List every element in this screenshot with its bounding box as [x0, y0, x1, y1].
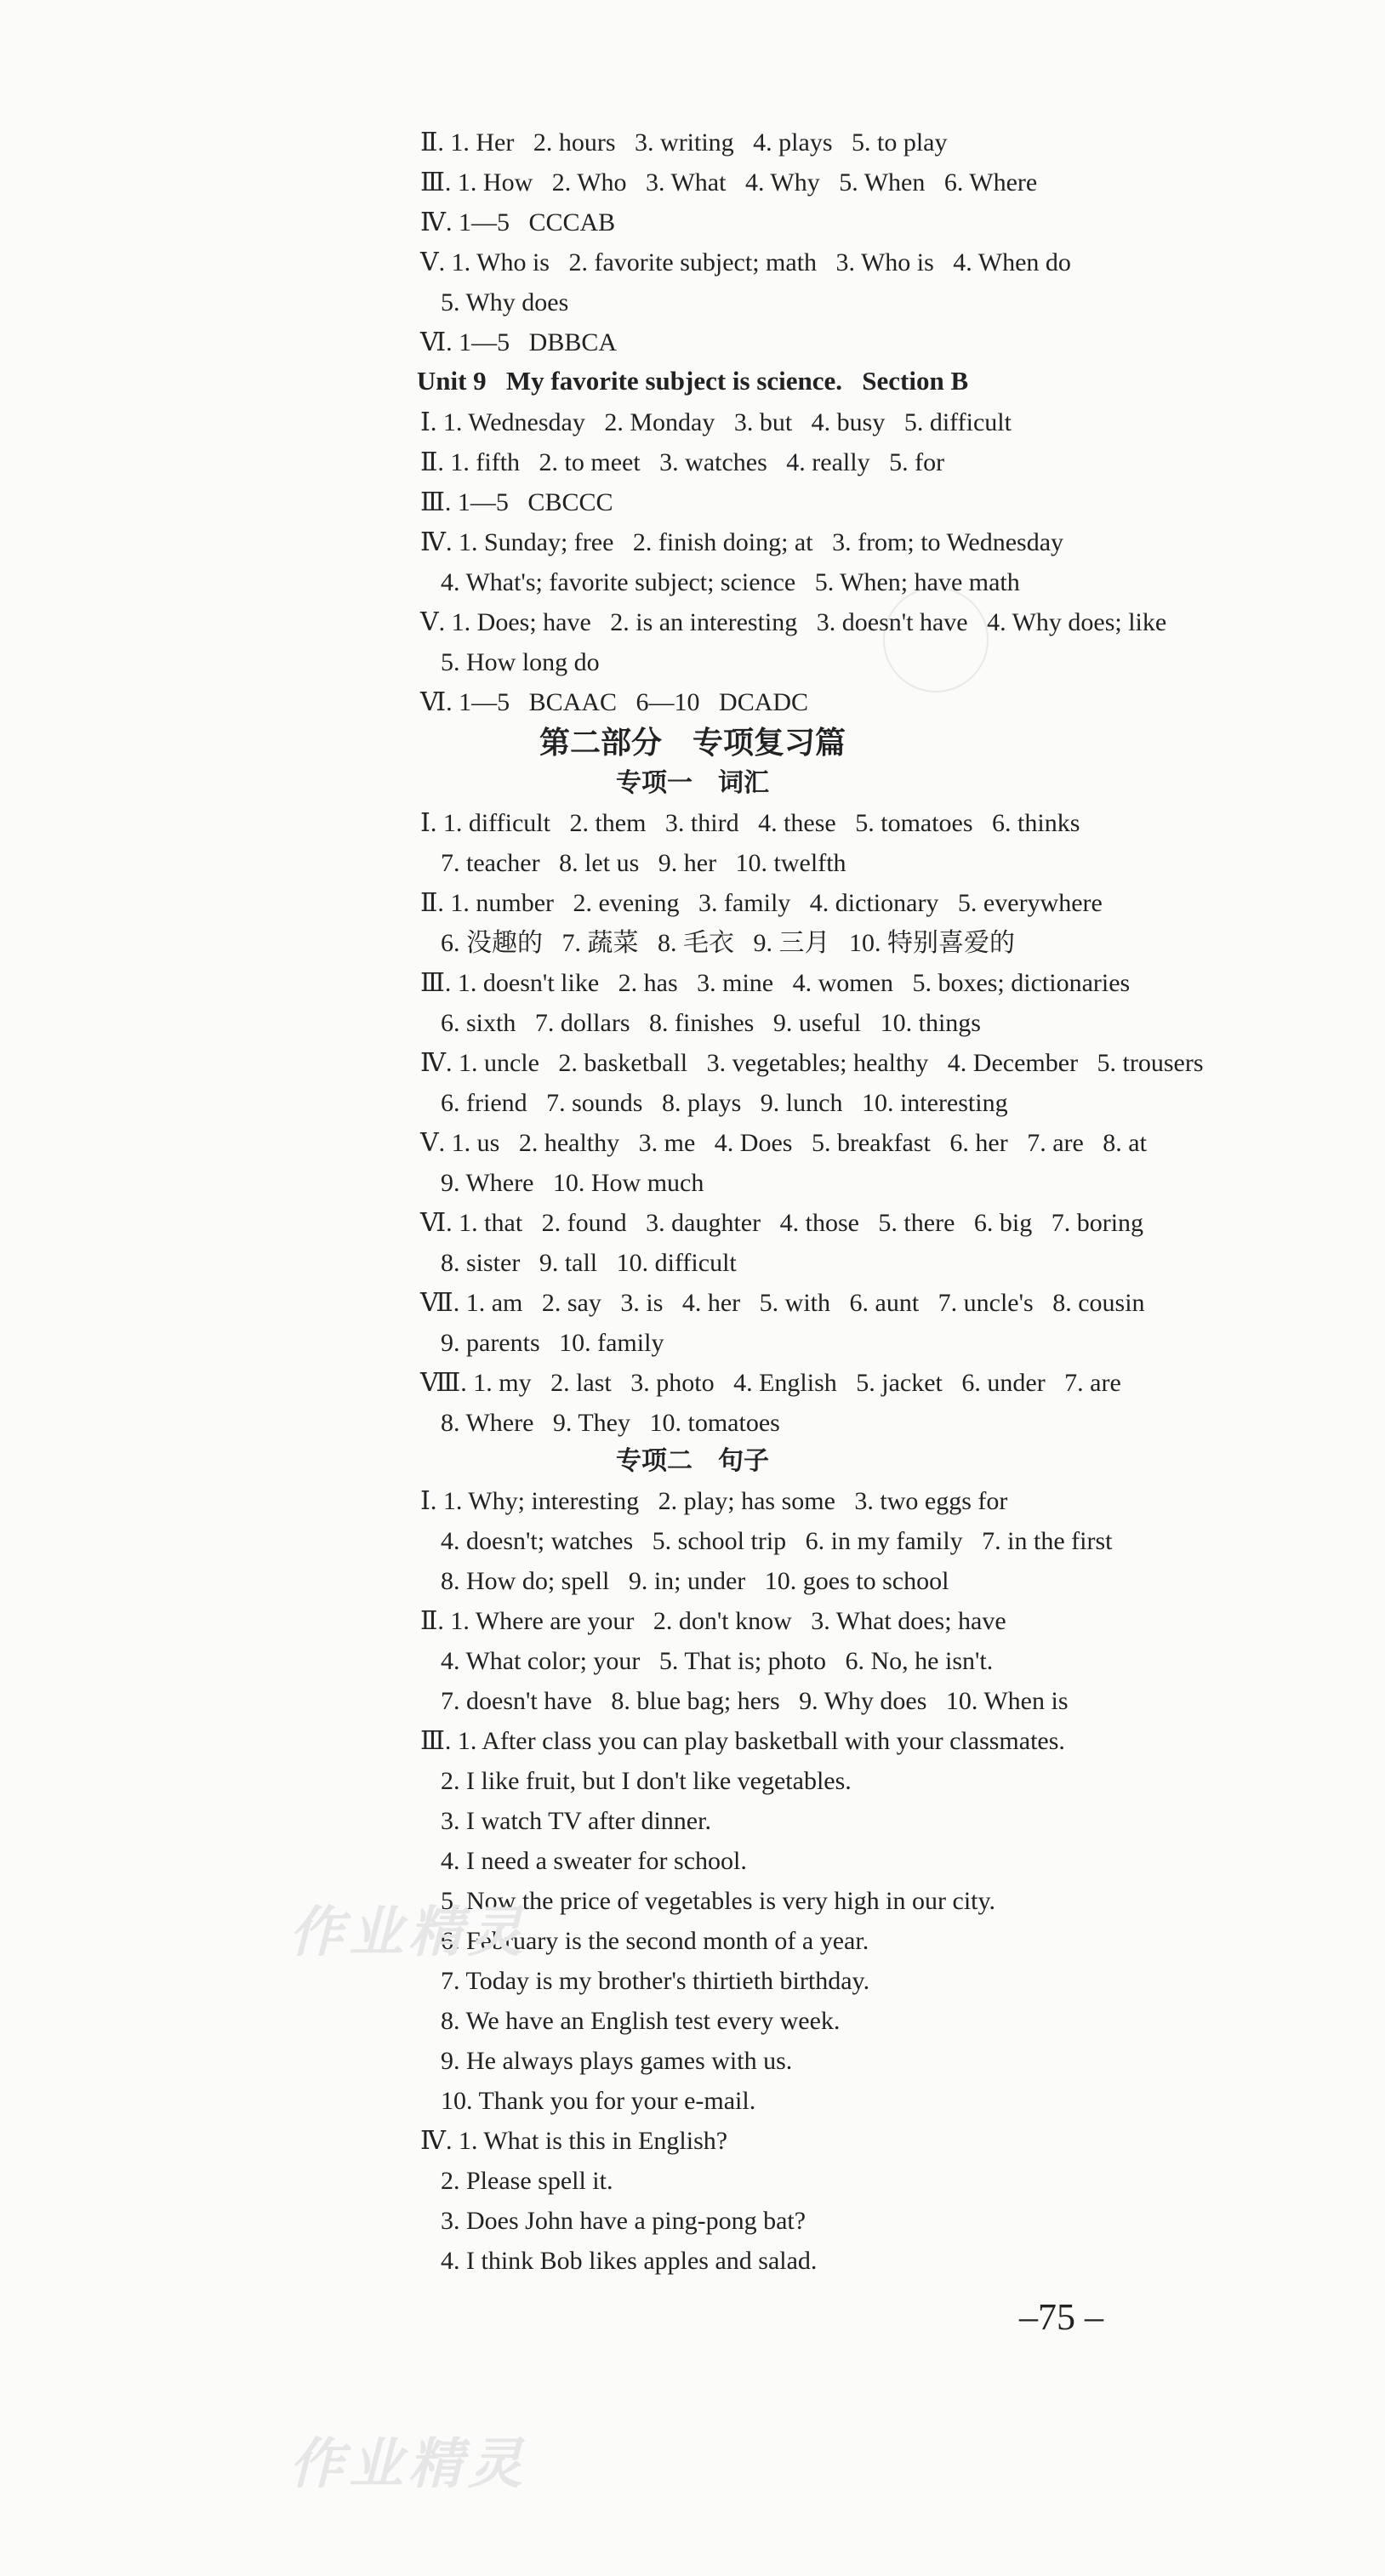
answer-line: 6. 没趣的 7. 蔬菜 8. 毛衣 9. 三月 10. 特别喜爱的	[441, 929, 1015, 957]
answer-line: 9. Where 10. How much	[441, 1169, 704, 1197]
answer-line: 3. I watch TV after dinner.	[441, 1807, 711, 1835]
page-number: –75 –	[1019, 2296, 1103, 2338]
answer-line: Ⅶ. 1. am 2. say 3. is 4. her 5. with 6. aunt 7. uncle's 8. cousin	[420, 1289, 1145, 1317]
answer-line: Ⅱ. 1. Her 2. hours 3. writing 4. plays 5. to play	[420, 128, 948, 157]
answer-line: 2. Please spell it.	[441, 2167, 613, 2195]
answer-line: 2. I like fruit, but I don't like vegetables.	[441, 1767, 852, 1795]
answer-line: Ⅳ. 1. Sunday; free 2. finish doing; at 3. from; to Wednesday	[420, 528, 1064, 556]
answer-line: Ⅵ. 1—5 DBBCA	[420, 328, 618, 356]
answer-line: 9. parents 10. family	[441, 1329, 664, 1357]
answer-line: Ⅰ. 1. Wednesday 2. Monday 3. but 4. busy 5. difficult	[420, 408, 1012, 436]
answer-line: Ⅴ. 1. Does; have 2. is an interesting 3. doesn't have 4. Why does; like	[420, 608, 1167, 636]
answer-line: 8. Where 9. They 10. tomatoes	[441, 1409, 780, 1437]
answer-line: Ⅱ. 1. number 2. evening 3. family 4. dictionary 5. everywhere	[420, 889, 1103, 917]
answer-line: 8. sister 9. tall 10. difficult	[441, 1249, 737, 1277]
answer-line: Ⅱ. 1. Where are your 2. don't know 3. What does; have	[420, 1607, 1006, 1635]
answer-line: 5. Now the price of vegetables is very high in our city.	[441, 1887, 996, 1915]
answer-line: 4. What color; your 5. That is; photo 6. No, he isn't.	[441, 1647, 994, 1675]
answer-line: 4. doesn't; watches 5. school trip 6. in my family 7. in the first	[441, 1527, 1113, 1555]
answer-line: Ⅳ. 1. uncle 2. basketball 3. vegetables; healthy 4. December 5. trousers	[420, 1049, 1204, 1077]
answer-line: 10. Thank you for your e-mail.	[441, 2087, 756, 2115]
watermark-logo: 作业精灵	[289, 1901, 527, 1964]
watermark-logo: 作业精灵	[289, 2433, 527, 2496]
answer-line: 4. I need a sweater for school.	[441, 1847, 747, 1875]
answer-line: 6. February is the second month of a year.	[441, 1927, 869, 1955]
answer-line: 4. I think Bob likes apples and salad.	[441, 2247, 818, 2275]
answer-line: Ⅵ. 1. that 2. found 3. daughter 4. those 5. there 6. big 7. boring	[420, 1209, 1144, 1237]
answer-line: 5. How long do	[441, 648, 600, 676]
answer-line: 5. Why does	[441, 288, 569, 316]
part-title: 第二部分 专项复习篇	[539, 726, 846, 761]
answer-line: Ⅰ. 1. difficult 2. them 3. third 4. these 5. tomatoes 6. thinks	[420, 809, 1080, 837]
answer-line: Ⅳ. 1—5 CCCAB	[420, 208, 616, 237]
answer-line: Ⅱ. 1. fifth 2. to meet 3. watches 4. really 5. for	[420, 448, 945, 476]
answer-line: 7. teacher 8. let us 9. her 10. twelfth	[441, 849, 846, 877]
answer-line: Ⅲ. 1. doesn't like 2. has 3. mine 4. women 5. boxes; dictionaries	[420, 969, 1131, 997]
answer-line: 3. Does John have a ping-pong bat?	[441, 2207, 806, 2235]
answer-line: Ⅰ. 1. Why; interesting 2. play; has some 3. two eggs for	[420, 1487, 1008, 1515]
unit-heading: Unit 9 My favorite subject is science. Section B	[416, 366, 969, 396]
answer-line: Ⅳ. 1. What is this in English?	[420, 2127, 728, 2155]
section-title: 专项一 词汇	[616, 768, 769, 798]
section-title: 专项二 句子	[616, 1446, 769, 1476]
answer-line: Ⅴ. 1. Who is 2. favorite subject; math 3. Who is 4. When do	[420, 248, 1071, 276]
answer-line: Ⅴ. 1. us 2. healthy 3. me 4. Does 5. breakfast 6. her 7. are 8. at	[420, 1129, 1147, 1157]
answer-line: 4. What's; favorite subject; science 5. When; have math	[441, 568, 1020, 596]
answer-line: 7. Today is my brother's thirtieth birthday.	[441, 1967, 870, 1995]
answer-line: 6. friend 7. sounds 8. plays 9. lunch 10. interesting	[441, 1089, 1008, 1117]
stamp-mark	[883, 587, 989, 692]
answer-line: Ⅵ. 1—5 BCAAC 6—10 DCADC	[420, 688, 809, 716]
answer-line: Ⅲ. 1—5 CBCCC	[420, 488, 613, 516]
answer-line: Ⅲ. 1. After class you can play basketball with your classmates.	[420, 1727, 1065, 1755]
answer-line: Ⅲ. 1. How 2. Who 3. What 4. Why 5. When 6. Where	[420, 168, 1038, 197]
answer-line: 7. doesn't have 8. blue bag; hers 9. Why does 10. When is	[441, 1687, 1069, 1715]
answer-line: 8. How do; spell 9. in; under 10. goes to school	[441, 1567, 949, 1595]
answer-line: 8. We have an English test every week.	[441, 2007, 841, 2035]
answer-line: Ⅷ. 1. my 2. last 3. photo 4. English 5. jacket 6. under 7. are	[420, 1369, 1121, 1397]
answer-line: 6. sixth 7. dollars 8. finishes 9. useful 10. things	[441, 1009, 981, 1037]
answer-line: 9. He always plays games with us.	[441, 2047, 793, 2075]
